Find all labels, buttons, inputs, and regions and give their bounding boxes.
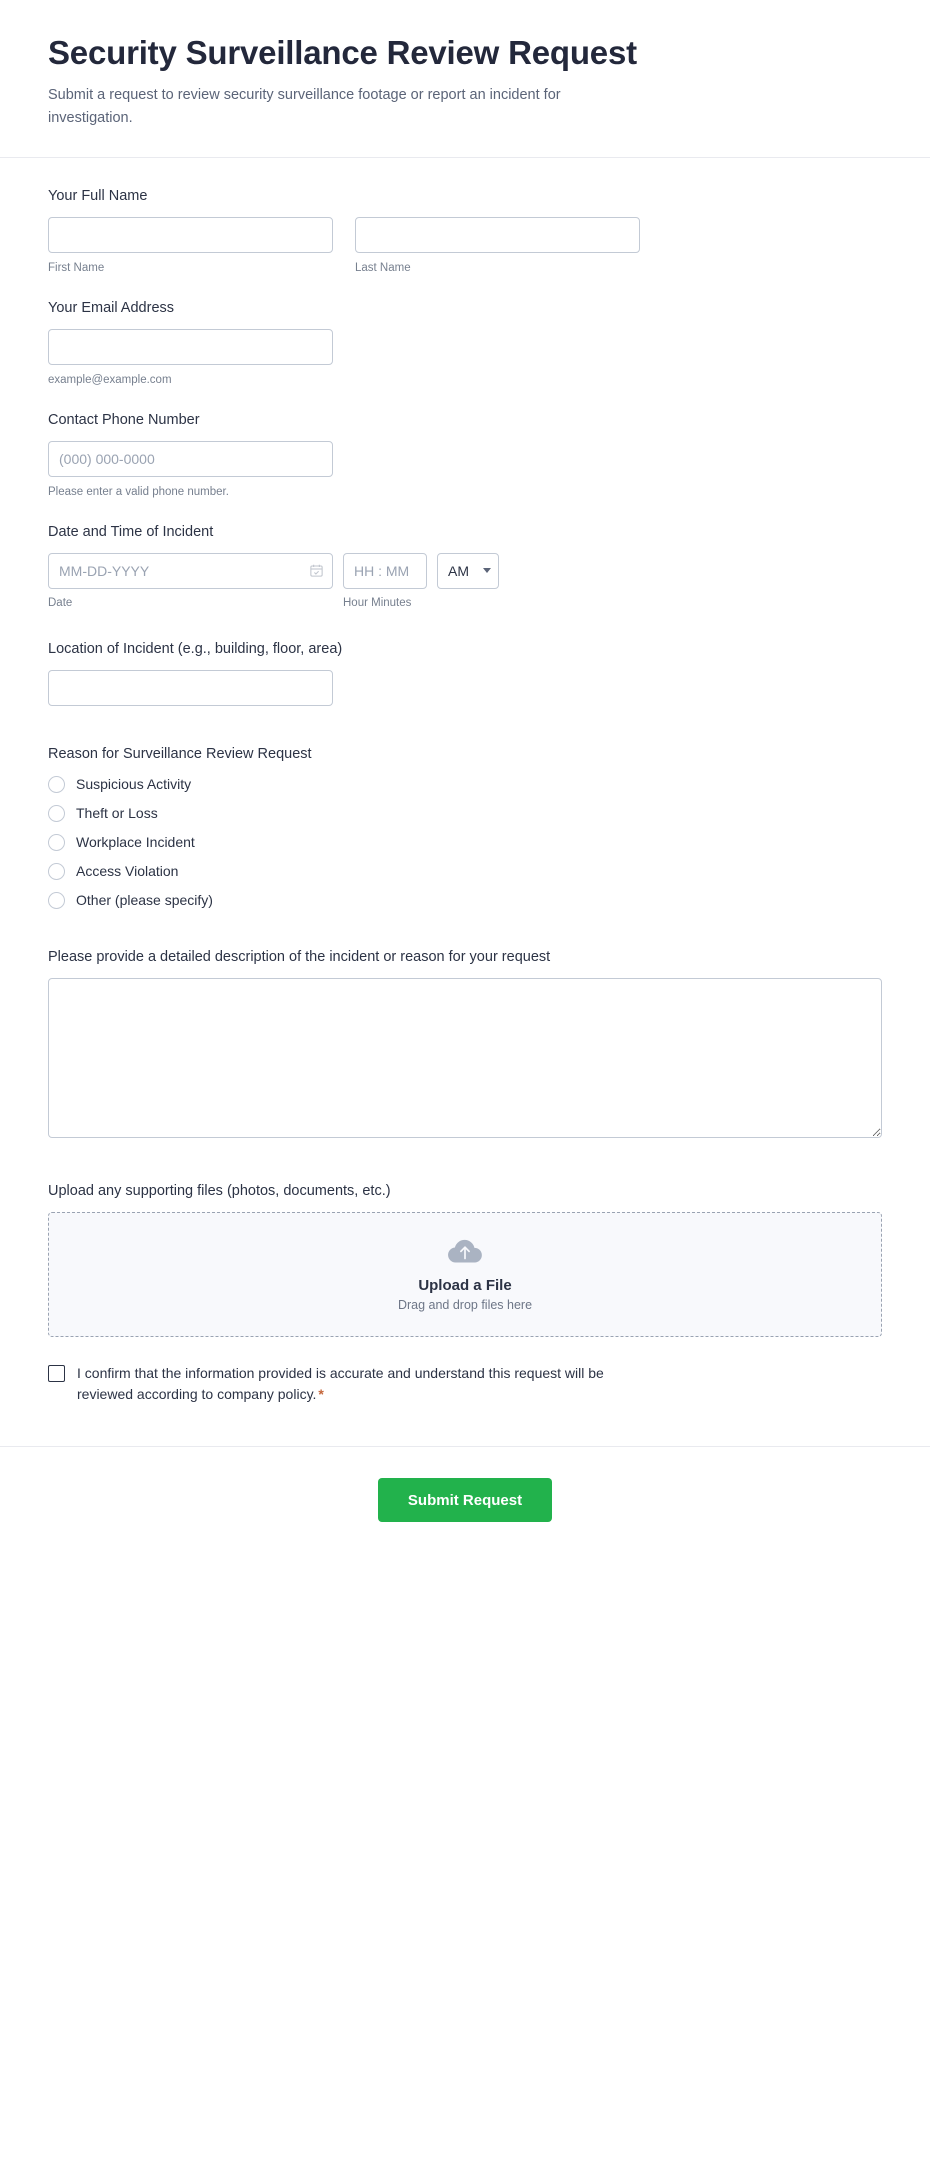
location-label: Location of Incident (e.g., building, floor, area)	[48, 640, 343, 657]
email-sublabel: example@example.com	[48, 373, 172, 386]
reason-radio-group	[48, 775, 882, 911]
last-name-group	[355, 217, 640, 276]
field-email	[48, 298, 882, 388]
field-reason	[48, 744, 882, 911]
consent-text-wrap	[77, 1363, 622, 1406]
email-input[interactable]	[48, 329, 333, 365]
phone-group	[48, 441, 333, 500]
phone-sublabel: Please enter a valid phone number.	[48, 485, 229, 498]
form-body	[0, 158, 930, 1446]
time-group	[343, 553, 427, 589]
phone-label: Contact Phone Number	[48, 411, 200, 428]
meridiem-select[interactable]	[437, 553, 499, 589]
radio-label: Other (please specify)	[76, 891, 213, 908]
cloud-upload-icon	[445, 1236, 485, 1271]
first-name-input[interactable]	[48, 217, 333, 253]
date-sublabel: Date	[48, 596, 73, 609]
datetime-sublabel-row	[48, 589, 882, 611]
radio-option-suspicious-activity[interactable]	[48, 775, 882, 795]
location-group	[48, 670, 333, 706]
upload-title: Upload a File	[418, 1277, 512, 1295]
location-input[interactable]	[48, 670, 333, 706]
meridiem-group	[437, 553, 499, 589]
radio-circle-icon[interactable]	[48, 834, 65, 851]
reason-label: Reason for Surveillance Review Request	[48, 745, 312, 762]
date-group	[48, 553, 333, 589]
radio-option-access-violation[interactable]	[48, 862, 882, 882]
full-name-label: Your Full Name	[48, 187, 148, 204]
radio-circle-icon[interactable]	[48, 776, 65, 793]
full-name-row	[48, 217, 882, 276]
consent-text: I confirm that the information provided is accurate and understand this request will be reviewed according to company policy.	[77, 1364, 604, 1403]
form-footer	[0, 1446, 930, 1560]
consent-row[interactable]	[48, 1363, 882, 1406]
radio-option-theft-or-loss[interactable]	[48, 804, 882, 824]
field-datetime	[48, 522, 882, 611]
form-header	[0, 0, 930, 158]
field-location	[48, 639, 882, 706]
datetime-row	[48, 553, 882, 589]
radio-circle-icon[interactable]	[48, 863, 65, 880]
radio-circle-icon[interactable]	[48, 805, 65, 822]
field-upload	[48, 1181, 882, 1337]
email-group	[48, 329, 333, 388]
upload-label: Upload any supporting files (photos, documents, etc.)	[48, 1182, 391, 1199]
radio-circle-icon[interactable]	[48, 892, 65, 909]
field-phone	[48, 410, 882, 500]
date-input[interactable]	[48, 553, 333, 589]
page-subtitle: Submit a request to review security surveillance footage or report an incident for investigation.	[48, 86, 561, 127]
description-label: Please provide a detailed description of the incident or reason for your request	[48, 948, 551, 965]
last-name-sublabel: Last Name	[355, 261, 411, 274]
upload-hint: Drag and drop files here	[397, 1298, 533, 1313]
phone-input[interactable]	[48, 441, 333, 477]
description-textarea[interactable]	[48, 978, 882, 1138]
datetime-label: Date and Time of Incident	[48, 523, 214, 540]
time-input[interactable]	[343, 553, 427, 589]
radio-label: Theft or Loss	[76, 804, 158, 821]
radio-option-workplace-incident[interactable]	[48, 833, 882, 853]
first-name-sublabel: First Name	[48, 261, 105, 274]
email-label: Your Email Address	[48, 299, 175, 316]
last-name-input[interactable]	[355, 217, 640, 253]
radio-label: Access Violation	[76, 862, 179, 879]
file-dropzone[interactable]	[48, 1212, 882, 1337]
required-asterisk: *	[318, 1386, 324, 1403]
first-name-group	[48, 217, 333, 276]
radio-label: Suspicious Activity	[76, 775, 192, 792]
radio-option-other[interactable]	[48, 891, 882, 911]
time-sublabel: Hour Minutes	[343, 596, 412, 609]
radio-label: Workplace Incident	[76, 833, 195, 850]
page-title: Security Surveillance Review Request	[48, 34, 637, 71]
consent-checkbox[interactable]	[48, 1365, 65, 1382]
submit-request-button[interactable]: Submit Request	[378, 1478, 552, 1522]
field-full-name	[48, 186, 882, 276]
field-description	[48, 947, 882, 1143]
